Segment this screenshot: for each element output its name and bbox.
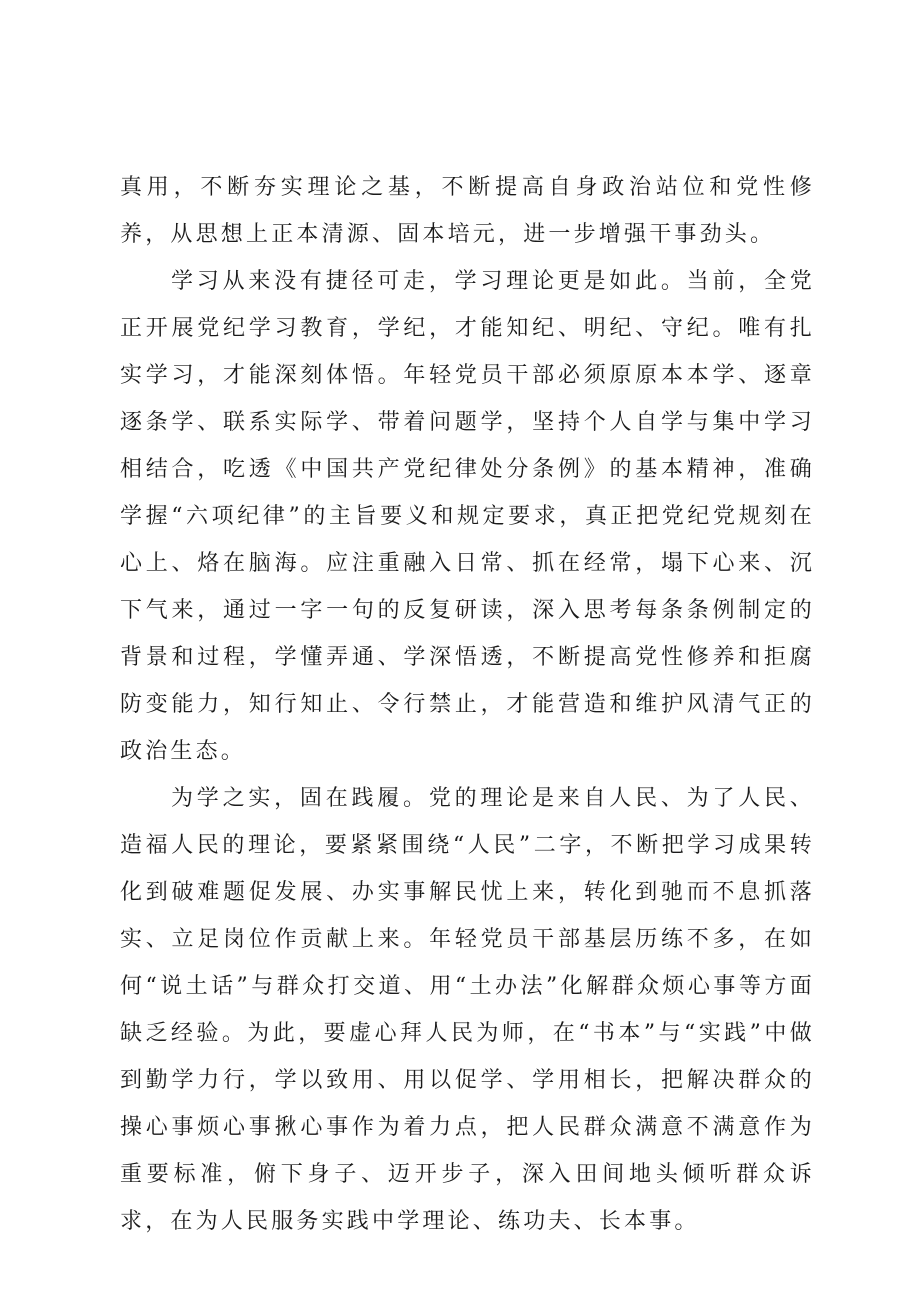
paragraph-study-discipline: 学习从来没有捷径可走，学习理论更是如此。当前，全党正开展党纪学习教育，学纪，才能知纪、明纪、守纪。唯有扎实学习，才能深刻体悟。年轻党员干部必须原原本本学、逐章逐条学、联系实际学、带着问题学，坚持个人自学与集中学习相结合，吃透《中国共产党纪律处分条例》的基本精神，准确学握“六项纪律”的主旨要义和规定要求，真正把党纪党规刻在心上、烙在脑海。应注重融入日常、抓在经常，塌下心来、沉下气来，通过一字一句的反复研读，深入思考每条条例制定的背景和过程，学懂弄通、学深悟透，不断提高党性修养和拒腐防变能力，知行知止、令行禁止，才能营造和维护风清气正的政治生态。: [120, 269, 815, 764]
document-body: [120, 164, 815, 1245]
paragraph-continuation: 真用，不断夯实理论之基，不断提高自身政治站位和党性修养，从思想上正本清源、固本培元，进一步增强干事劲头。: [120, 175, 815, 247]
paragraph-practice: 为学之实，固在践履。党的理论是来自人民、为了人民、造福人民的理论，要紧紧围绕“人民”二字，不断把学习成果转化到破难题促发展、办实事解民忧上来，转化到驰而不息抓落实、立足岗位作贡献上来。年轻党员干部基层历练不多，在如何“说土话”与群众打交道、用“土办法”化解群众烦心事等方面缺乏经验。为此，要虚心拜人民为师，在“书本”与“实践”中做到勤学力行，学以致用、用以促学、学用相长，把解决群众的操心事烦心事揪心事作为着力点，把人民群众满意不满意作为重要标准，俯下身子、迈开步子，深入田间地头倾听群众诉求，在为人民服务实践中学理论、练功夫、长本事。: [120, 786, 815, 1234]
